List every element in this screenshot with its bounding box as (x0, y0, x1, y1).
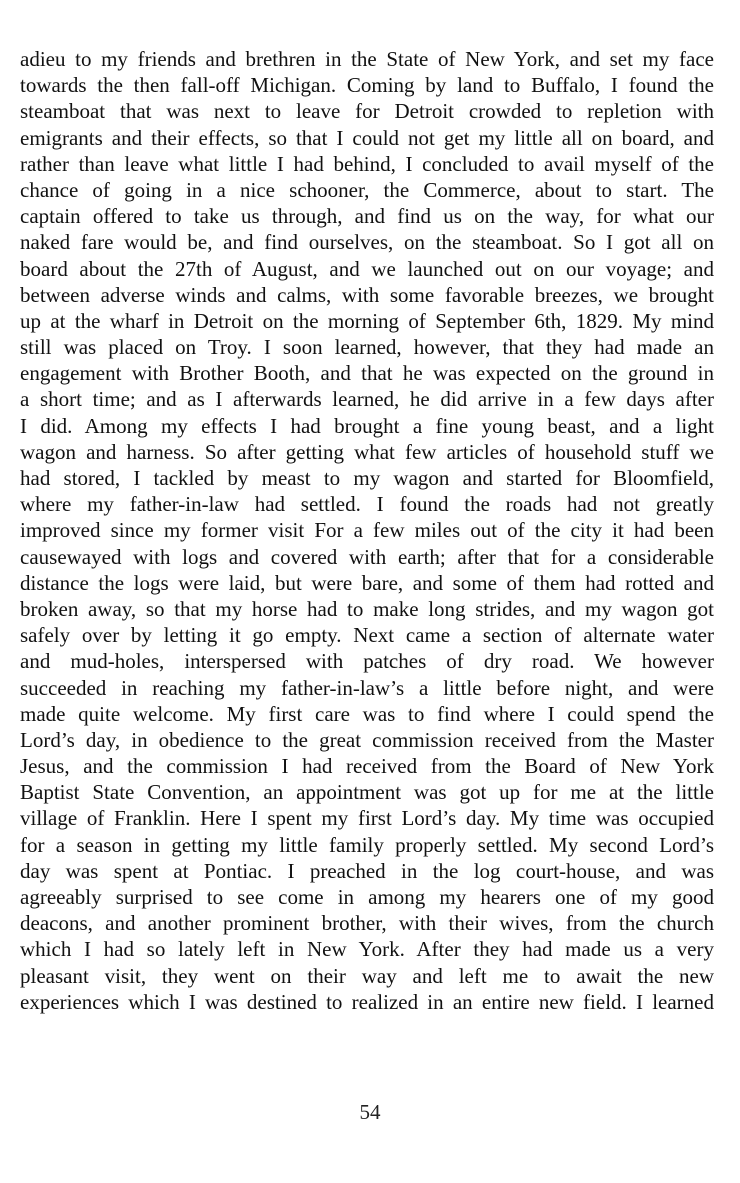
text-line: which I had so lately left in New York. After they had made us a very (20, 937, 714, 962)
text-line: experiences which I was destined to realized in an entire new field. I learned (20, 989, 714, 1014)
text-line: steamboat that was next to leave for Detroit crowded to repletion with (20, 99, 714, 124)
text-line: still was placed on Troy. I soon learned, however, that they had made an (20, 335, 714, 360)
body-text (20, 46, 714, 1015)
text-line: emigrants and their effects, so that I could not get my little all on board, and (20, 125, 714, 150)
text-line: agreeably surprised to see come in among my hearers one of my good (20, 885, 714, 909)
text-line: board about the 27th of August, and we launched out on our voyage; and (20, 256, 714, 281)
text-line: I did. Among my effects I had brought a fine young beast, and a light (20, 413, 714, 438)
text-line: rather than leave what little I had behind, I concluded to avail myself of the (20, 151, 714, 176)
text-line: where my father-in-law had settled. I found the roads had not greatly (20, 492, 714, 517)
text-line: broken away, so that my horse had to make long strides, and my wagon got (20, 596, 714, 621)
text-line: distance the logs were laid, but were bare, and some of them had rotted and (20, 570, 714, 595)
text-line: succeeded in reaching my father-in-law’s a little before night, and were (20, 675, 714, 700)
text-line: chance of going in a nice schooner, the Commerce, about to start. The (20, 177, 714, 202)
text-line: causewayed with logs and covered with earth; after that for a considerable (20, 544, 714, 569)
text-line: engagement with Brother Booth, and that he was expected on the ground in (20, 361, 714, 386)
text-line: and mud-holes, interspersed with patches of dry road. We however (20, 649, 714, 674)
text-line: safely over by letting it go empty. Next came a section of alternate water (20, 623, 714, 648)
text-line: Baptist State Convention, an appointment was got up for me at the little (20, 780, 714, 805)
page-number: 54 (359, 1100, 381, 1124)
text-line: village of Franklin. Here I spent my first Lord’s day. My time was occupied (20, 806, 714, 831)
text-line: between adverse winds and calms, with some favorable breezes, we brought (20, 282, 714, 307)
text-line: up at the wharf in Detroit on the morning of September 6th, 1829. My mind (20, 308, 714, 333)
text-line: adieu to my friends and brethren in the State of New York, and set my face (20, 47, 714, 71)
text-line: a short time; and as I afterwards learned, he did arrive in a few days after (20, 387, 714, 412)
text-line: improved since my former visit For a few miles out of the city it had been (20, 518, 714, 543)
text-line: made quite welcome. My first care was to find where I could spend the (20, 701, 714, 726)
text-line: had stored, I tackled by meast to my wagon and started for Bloomfield, (20, 466, 714, 490)
text-line: captain offered to take us through, and find us on the way, for what our (20, 204, 714, 229)
text-line: pleasant visit, they went on their way and left me to await the new (20, 963, 714, 988)
text-line: naked fare would be, and find ourselves, on the steamboat. So I got all on (20, 230, 714, 255)
text-line: towards the then fall-off Michigan. Coming by land to Buffalo, I found the (20, 73, 714, 98)
text-line: wagon and harness. So after getting what few articles of household stuff we (20, 439, 714, 464)
text-line: deacons, and another prominent brother, with their wives, from the church (20, 911, 714, 936)
text-line: Jesus, and the commission I had received from the Board of New York (20, 754, 714, 779)
text-line: for a season in getting my little family properly settled. My second Lord’s (20, 832, 714, 857)
text-line: Lord’s day, in obedience to the great commission received from the Master (20, 727, 714, 752)
text-line: day was spent at Pontiac. I preached in the log court-house, and was (20, 858, 714, 883)
